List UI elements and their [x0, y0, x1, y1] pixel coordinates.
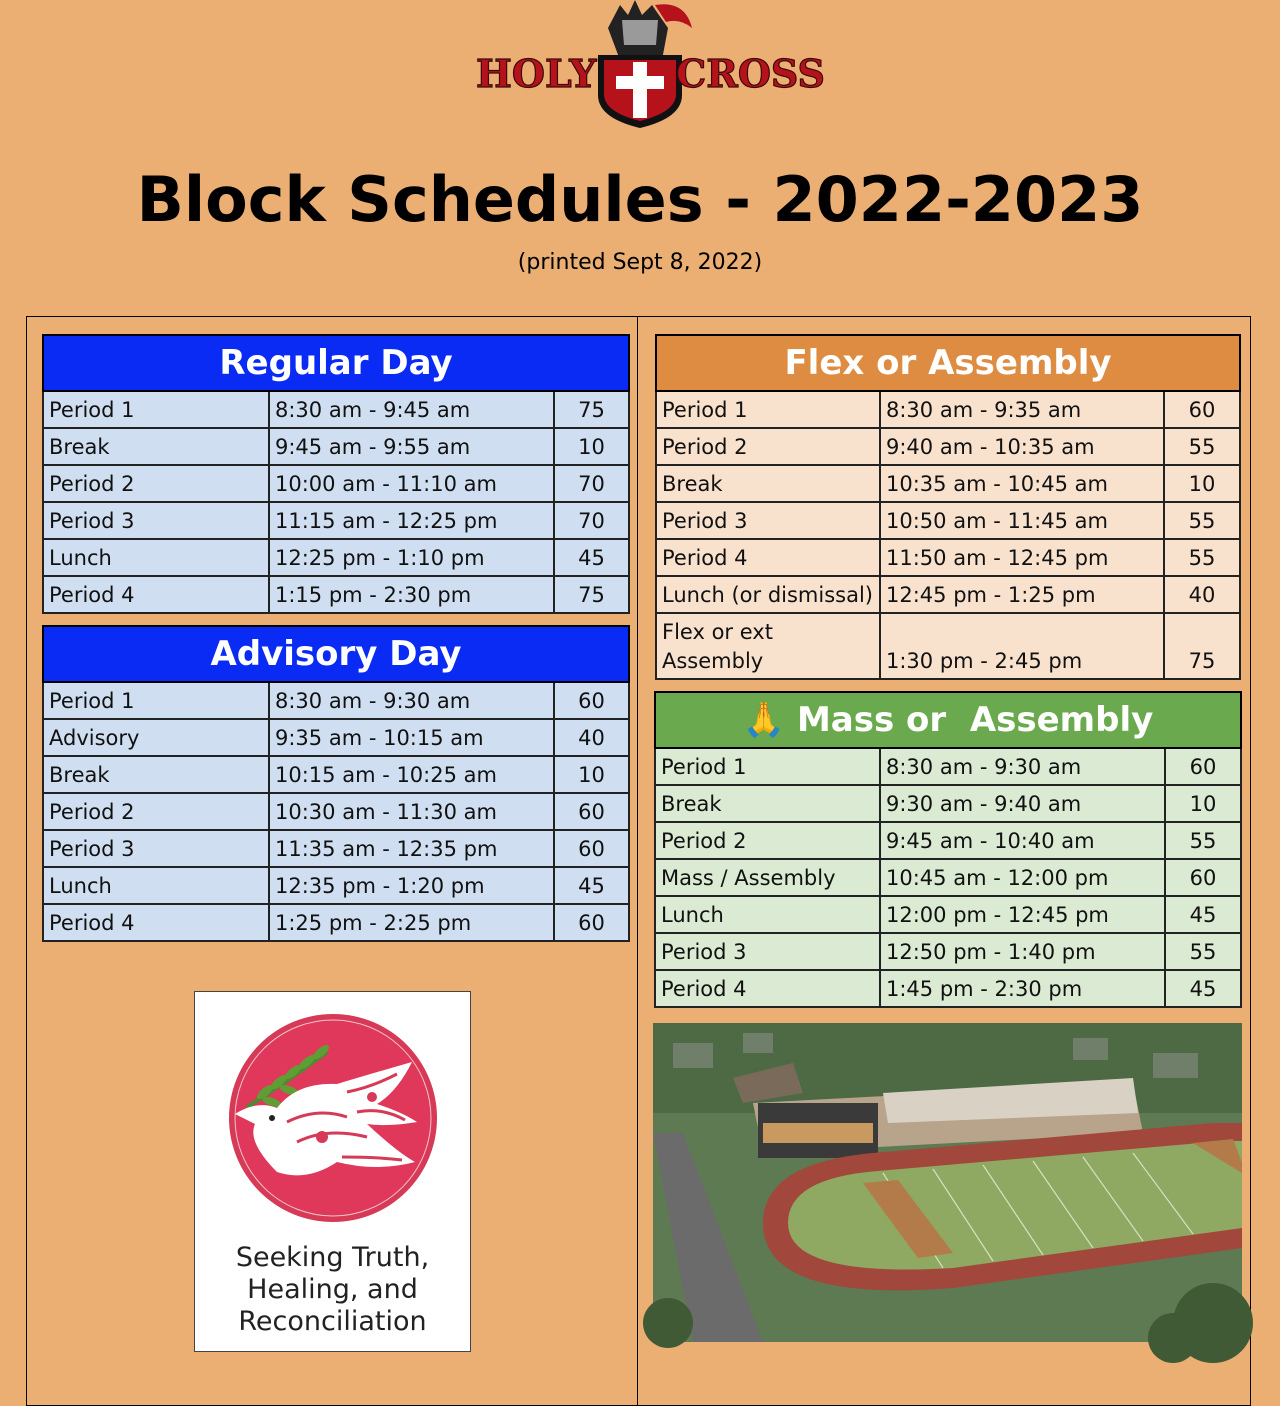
advisory-day-table: [42, 625, 628, 942]
block-name: Lunch: [43, 867, 269, 904]
schedule-row: [43, 867, 629, 904]
block-minutes: 10: [1164, 465, 1240, 502]
campus-aerial-image: [653, 1023, 1242, 1342]
block-time: 11:15 am - 12:25 pm: [269, 502, 554, 539]
block-name: Period 3: [43, 830, 269, 867]
block-minutes: 55: [1165, 933, 1241, 970]
block-name: Period 4: [43, 904, 269, 941]
block-minutes: 75: [1164, 613, 1240, 679]
mass-assembly-table: [654, 691, 1240, 1008]
mass-assembly-header: [655, 692, 1241, 748]
schedule-row: [655, 785, 1241, 822]
block-minutes: 55: [1164, 539, 1240, 576]
block-minutes: 45: [1165, 970, 1241, 1007]
schedule-row: [655, 933, 1241, 970]
block-time: 12:45 pm - 1:25 pm: [880, 576, 1164, 613]
schedule-row: [43, 576, 629, 613]
block-name: Period 2: [43, 465, 269, 502]
block-minutes: 70: [554, 465, 629, 502]
block-time: 11:35 am - 12:35 pm: [269, 830, 554, 867]
block-time: 12:00 pm - 12:45 pm: [880, 896, 1165, 933]
schedule-row: [43, 391, 629, 428]
block-time: 11:50 am - 12:45 pm: [880, 539, 1164, 576]
block-minutes: 10: [554, 756, 629, 793]
block-time: 10:45 am - 12:00 pm: [880, 859, 1165, 896]
block-minutes: 10: [554, 428, 629, 465]
block-name: Period 2: [655, 822, 880, 859]
block-time: 9:45 am - 9:55 am: [269, 428, 554, 465]
logo-word-holy: HOLY: [476, 51, 597, 96]
regular-day-table: [42, 334, 628, 614]
block-name: Break: [43, 428, 269, 465]
schedule-row: [656, 465, 1240, 502]
block-name: Break: [43, 756, 269, 793]
block-time: 9:40 am - 10:35 am: [880, 428, 1164, 465]
schedule-row: [655, 896, 1241, 933]
schedule-row: [656, 502, 1240, 539]
block-minutes: 60: [554, 904, 629, 941]
schedule-row: [43, 830, 629, 867]
block-minutes: 45: [1165, 896, 1241, 933]
printed-date: (printed Sept 8, 2022): [517, 250, 763, 275]
block-time: 10:15 am - 10:25 am: [269, 756, 554, 793]
schedule-row: [656, 576, 1240, 613]
schedule-row: [656, 539, 1240, 576]
schedule-row: [43, 465, 629, 502]
block-minutes: 70: [554, 502, 629, 539]
block-name: Break: [655, 785, 880, 822]
block-time: 9:30 am - 9:40 am: [880, 785, 1165, 822]
regular-day-title: Regular Day: [43, 335, 629, 391]
block-name: Mass / Assembly: [655, 859, 880, 896]
block-minutes: 10: [1165, 785, 1241, 822]
schedule-row: [43, 756, 629, 793]
block-name: Period 3: [655, 933, 880, 970]
block-time: 8:30 am - 9:30 am: [880, 748, 1165, 785]
block-name: Lunch (or dismissal): [656, 576, 880, 613]
schedule-row: [43, 539, 629, 576]
block-name: Flex or ext Assembly: [656, 613, 880, 679]
block-time: 10:00 am - 11:10 am: [269, 465, 554, 502]
flex-assembly-table: [655, 334, 1239, 680]
schedule-row: [655, 859, 1241, 896]
block-name: Period 4: [656, 539, 880, 576]
block-name: Period 3: [656, 502, 880, 539]
block-name: Period 3: [43, 502, 269, 539]
block-minutes: 55: [1164, 428, 1240, 465]
block-minutes: 75: [554, 576, 629, 613]
block-name: Period 4: [43, 576, 269, 613]
block-minutes: 40: [1164, 576, 1240, 613]
block-minutes: 55: [1164, 502, 1240, 539]
block-time: 9:45 am - 10:40 am: [880, 822, 1165, 859]
block-minutes: 60: [554, 830, 629, 867]
truth-caption: [195, 1242, 470, 1338]
mass-assembly-title: Mass or Assembly: [796, 700, 1154, 740]
block-time: 10:50 am - 11:45 am: [880, 502, 1164, 539]
block-time: 1:45 pm - 2:30 pm: [880, 970, 1165, 1007]
schedule-row: [655, 822, 1241, 859]
block-time: 12:25 pm - 1:10 pm: [269, 539, 554, 576]
block-name: Period 4: [655, 970, 880, 1007]
block-time: 1:15 pm - 2:30 pm: [269, 576, 554, 613]
block-time: 1:25 pm - 2:25 pm: [269, 904, 554, 941]
block-name: Period 2: [43, 793, 269, 830]
block-name: Advisory: [43, 719, 269, 756]
schedule-row: [656, 391, 1240, 428]
block-minutes: 40: [554, 719, 629, 756]
block-time: 10:35 am - 10:45 am: [880, 465, 1164, 502]
block-minutes: 60: [1165, 859, 1241, 896]
truth-caption-line1: Seeking Truth,: [235, 1242, 430, 1273]
schedule-row: [656, 613, 1240, 679]
block-time: 10:30 am - 11:30 am: [269, 793, 554, 830]
logo-word-cross: CROSS: [676, 51, 825, 96]
block-name: Period 1: [656, 391, 880, 428]
schedule-row: [43, 682, 629, 719]
column-divider: [637, 316, 638, 1406]
praying-hands-icon: 🙏: [742, 700, 786, 740]
flex-assembly-title: Flex or Assembly: [656, 335, 1240, 391]
block-time: 1:30 pm - 2:45 pm: [880, 613, 1164, 679]
schedule-row: [655, 748, 1241, 785]
block-time: 8:30 am - 9:45 am: [269, 391, 554, 428]
holy-cross-logo: [470, 0, 825, 130]
truth-caption-line2: Healing, and: [247, 1274, 418, 1305]
block-minutes: 55: [1165, 822, 1241, 859]
block-time: 8:30 am - 9:30 am: [269, 682, 554, 719]
block-minutes: 45: [554, 867, 629, 904]
dove-icon: [227, 1012, 439, 1224]
truth-reconciliation-card: [194, 991, 471, 1352]
schedule-row: [43, 502, 629, 539]
schedule-row: [43, 428, 629, 465]
page-title: Block Schedules - 2022-2023: [136, 163, 1144, 236]
block-time: 12:50 pm - 1:40 pm: [880, 933, 1165, 970]
block-name: Period 1: [43, 682, 269, 719]
schedule-row: [43, 719, 629, 756]
truth-caption-line3: Reconciliation: [238, 1306, 427, 1337]
block-name: Break: [656, 465, 880, 502]
block-minutes: 60: [1165, 748, 1241, 785]
schedule-row: [655, 970, 1241, 1007]
block-time: 12:35 pm - 1:20 pm: [269, 867, 554, 904]
block-time: 9:35 am - 10:15 am: [269, 719, 554, 756]
block-name: Lunch: [655, 896, 880, 933]
schedule-row: [43, 793, 629, 830]
block-name: Lunch: [43, 539, 269, 576]
block-minutes: 60: [554, 682, 629, 719]
schedule-row: [43, 904, 629, 941]
block-minutes: 60: [554, 793, 629, 830]
advisory-day-title: Advisory Day: [43, 626, 629, 682]
block-time: 8:30 am - 9:35 am: [880, 391, 1164, 428]
block-minutes: 60: [1164, 391, 1240, 428]
block-minutes: 75: [554, 391, 629, 428]
block-name: Period 1: [655, 748, 880, 785]
block-name: Period 1: [43, 391, 269, 428]
block-minutes: 45: [554, 539, 629, 576]
schedule-row: [656, 428, 1240, 465]
block-name: Period 2: [656, 428, 880, 465]
